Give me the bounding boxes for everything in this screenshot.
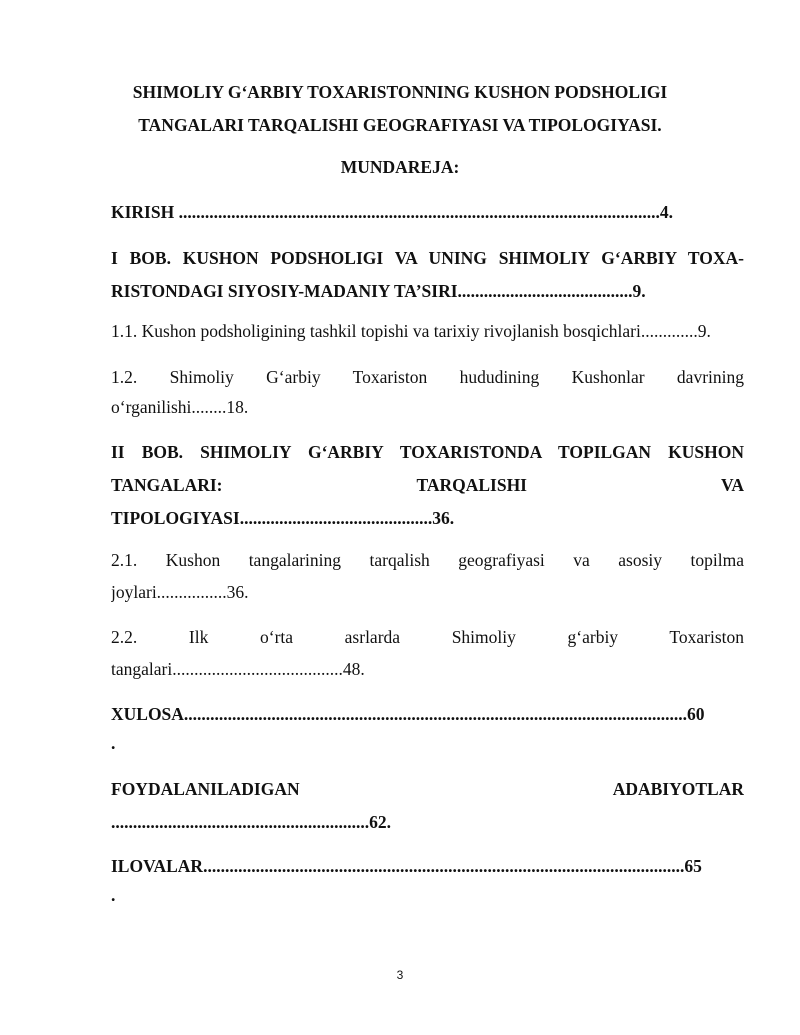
toc-entry-appendices-line-2: . [111,887,116,905]
toc-entry-intro: KIRISH ..............................................................................................................4. [111,204,673,222]
toc-entry-section-2-2-line-1: 2.2. Ilk o‘rta asrlarda Shimoliy g‘arbiy Toxariston [111,629,744,647]
toc-entry-chapter-1-line-2: RISTONDAGI SIYOSIY-MADANIY TA’SIRI........................................9. [111,283,646,301]
toc-entry-chapter-1-line-1: I BOB. KUSHON PODSHOLIGI VA UNING SHIMOLIY G‘ARBIY TOXA- [111,250,744,268]
toc-entry-section-2-2-line-2: tangalari.......................................48. [111,661,365,679]
toc-entry-chapter-2-line-3: TIPOLOGIYASI............................................36. [111,510,455,528]
toc-entry-conclusion-line-2: . [111,735,116,753]
toc-entry-references-line-2: ...........................................................62. [111,814,391,832]
toc-entry-section-1-2-line-2: o‘rganilishi........18. [111,399,249,417]
toc-entry-section-1-1: 1.1. Kushon podsholigining tashkil topishi va tarixiy rivojlanish bosqichlari.............9. [111,323,711,341]
page-number: 3 [396,968,404,982]
toc-entry-chapter-2-line-2: TANGALARI: TARQALISHI VA [111,477,744,495]
toc-entry-section-2-1-line-2: joylari................36. [111,584,249,602]
toc-entry-section-1-2-line-1: 1.2. Shimoliy G‘arbiy Toxariston hududining Kushonlar davrining [111,369,744,387]
toc-entry-appendices-line-1: ILOVALAR..............................................................................................................65 [111,858,702,876]
toc-entry-section-2-1-line-1: 2.1. Kushon tangalarining tarqalish geografiyasi va asosiy topilma [111,552,744,570]
toc-entry-references-line-1: FOYDALANILADIGAN ADABIYOTLAR [111,781,744,799]
toc-entry-conclusion-line-1: XULOSA...................................................................................................................60 [111,706,705,724]
contents-heading: MUNDAREJA: [340,157,460,177]
toc-entry-chapter-2-line-1: II BOB. SHIMOLIY G‘ARBIY TOXARISTONDA TOPILGAN KUSHON [111,444,744,462]
document-title-line-1: SHIMOLIY G‘ARBIY TOXARISTONNING KUSHON PODSHOLIGI [132,82,668,102]
document-title-line-2: TANGALARI TARQALISHI GEOGRAFIYASI VA TIPOLOGIYASI. [138,115,662,135]
